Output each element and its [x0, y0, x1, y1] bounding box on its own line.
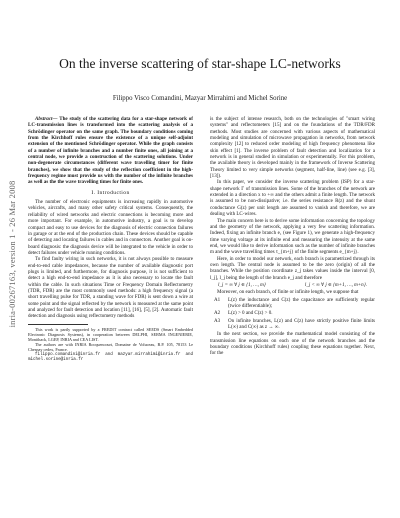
- right-paragraph-5: Moreover, on each branch, of finite or infinite length, we suppose that: [217, 289, 359, 296]
- assumption-item: [210, 318, 375, 331]
- assumption-item: [210, 310, 375, 316]
- right-paragraph-4: Here, in order to model our network, each branch is parametrized through its own length. The central node is assumed to be the zero (origin) of all the branches. While the position coordinate z_j takes values inside the interval [0, l_j], l_j being the length of the branch e_j and therefore: [210, 255, 375, 281]
- authors: Filippo Visco Comandini, Mazyar Mirrahimi and Michel Sorine: [112, 95, 288, 102]
- section-heading: I. Introduction: [91, 189, 130, 196]
- assumption-label: A2: [214, 310, 221, 317]
- abstract-label: Abstract: [35, 116, 53, 122]
- footnote-divider: [28, 324, 88, 325]
- formula-finite: l_j < ∞ ∀ j ∈ {m+1, …, m+n}.: [304, 281, 367, 288]
- right-paragraph-1: is the subject of intense research, both on the technologies of "smart wiring systems" and reflectometers [15] and on the foundations of the TDR/FDR methods. Most studies are concerned with various aspects of mathematical modeling and simulation of microwave propagation in networks, from network complexity [12] to reduced order modeling of high frequency phenomena like skin effect [1]. The inverse problem of fault detection and localization for a network is in general studied in simulation or experimentally. For this problem, the available theory is developed mainly in the framework of Inverse Scattering Theory limited to very simple networks (segment, half-line, line) (see e.g. [3], [13]).: [210, 116, 375, 180]
- intro-paragraph-1: The number of electronic equipments is increasing rapidly in automotive vehicles, aircrafts, and many other safety critical systems. Consequently, the reliability of wired networks and electric connections is becoming more and more important. For example, in automotive industry, a goal is to develop compact and easy to use devices for the diagnosis of electric connection failures in garage or at the end of the production chain. These devices should be capable of detecting and locating failures in cables and in connectors. Another goal is on-board diagnosis: the diagnosis device will be integrated to the vehicle in order to detect failures under vehicle running conditions.: [28, 199, 193, 256]
- assumption-item: [210, 297, 375, 310]
- abstract: [28, 116, 193, 186]
- footnote-emails: filippo.comandini@inria.fr and mazyar.mirrahimi@inria.fr and michel.sorine@inria.fr: [28, 352, 193, 362]
- right-paragraph-2: In this paper, we consider the inverse scattering problem (ISP) for a star-shape network Γ of transmission lines. Some of the branches of the network are extended in a direction x to +∞ and the others admit a finite length. The network is assumed to be non-dissipative; i.e. the series resistance R(z) and the shunt conductance G(z) per unit length are assumed to vanish and therefore, we are dealing with LC-wires.: [210, 179, 375, 218]
- assumption-label: A3: [214, 317, 221, 324]
- left-column: [28, 116, 193, 363]
- abstract-text: — The study of the scattering data for a star-shape network of LC-transmission lines is transformed into the scattering analysis of a Schrödinger operator on the same graph. The boundary conditions coming from the Kirchhoff rules ensure the existence of a unique self-adjoint extension of the mentioned Schrödinger operator. While the graph consists of a number of infinite branches and a number finite ones, all joining at a central node, we provide a construction of the scattering solutions. Under non-degenerate circumstances (different wave travelling timer for finite branches), we show that the study of the reflection coefficient in the high-frequency regime must provide us with the number of the infinite branches as well as the the wave travelling times for finite ones.: [28, 116, 193, 186]
- right-paragraph-3: The main concern here is to derive some information concerning the topology and the geometry of the network, applying a very few scattering information. Indeed, fixing an infinite branch e₁ (see Figure 1), we generate a high-frequency time varying voltage at its infinite end and measuring the intensity at the same end, we would like to derive information such as the number of infinite branches m and the wave travelling times τ_{m+j} of the finite segments e_{m+j}.: [210, 217, 375, 256]
- formula-infinite: l_j = ∞ ∀ j ∈ {1, …, m}: [218, 281, 266, 288]
- right-paragraph-6: In the next section, we provide the mathematical model consisting of the transmission line equations on each one of the network branches and the boundary conditions (Kirchhoff rules) coupling these equations together. Next, for the: [210, 331, 375, 357]
- assumption-text: L(z) > 0 and C(z) > 0.: [228, 310, 273, 317]
- right-column: [210, 116, 375, 357]
- assumption-text: On infinite branches, L(z) and C(z) have strictly positive finite limits L(∞) and C(∞) as z → ∞.: [228, 317, 375, 330]
- footnote-affiliation: The authors are with INRIA Rocquencourt, Domaine de Voluceau, B.P. 105, 78153 Le Chesnay cedex, France.: [28, 342, 193, 353]
- sidebar-id-text: inria-00267163, version 1 - 26 Mar 2008: [7, 180, 17, 328]
- footnote-funding: This work is partly supported by a FREDIT contract called SEEDS (Smart Embedded Electronic Diagnosis Systems), in cooperation between DELPHI, SERMA INGENIERIE, Monithack, LGEP, INRIA and CEA LIST.: [28, 326, 193, 343]
- arxiv-identifier-sidebar: [6, 148, 18, 360]
- intro-paragraph-2: To find faulty wiring in such networks, it is not always possible to measure end-to-end cable impedances, because the number of available diagnostic port plugs is limited, and furthermore, for diagnosis purpose, it is not sufficient to detect a high end-to-end impedance as it is also necessary to locate the fault within the cable. In such situations Time or Frequency Domain Reflectometry (TDR, FDR) are the most commonly used methods: a high frequency signal (a short travelling pulse for TDR, a standing wave for FDR) is sent down a wire at some point and the signal reflected by the network is measured at the same point and analyzed for fault detection and location [11], [16], [5], [2]. Automatic fault detection and diagnosis using reflectometry methods: [28, 256, 193, 320]
- assumption-label: A1: [214, 296, 221, 303]
- paper-title: On the inverse scattering of star-shape LC-networks: [59, 56, 341, 72]
- assumption-text: L(z) the inductance and C(z) the capacitance are sufficiently regular (twice differentiable);: [228, 296, 375, 309]
